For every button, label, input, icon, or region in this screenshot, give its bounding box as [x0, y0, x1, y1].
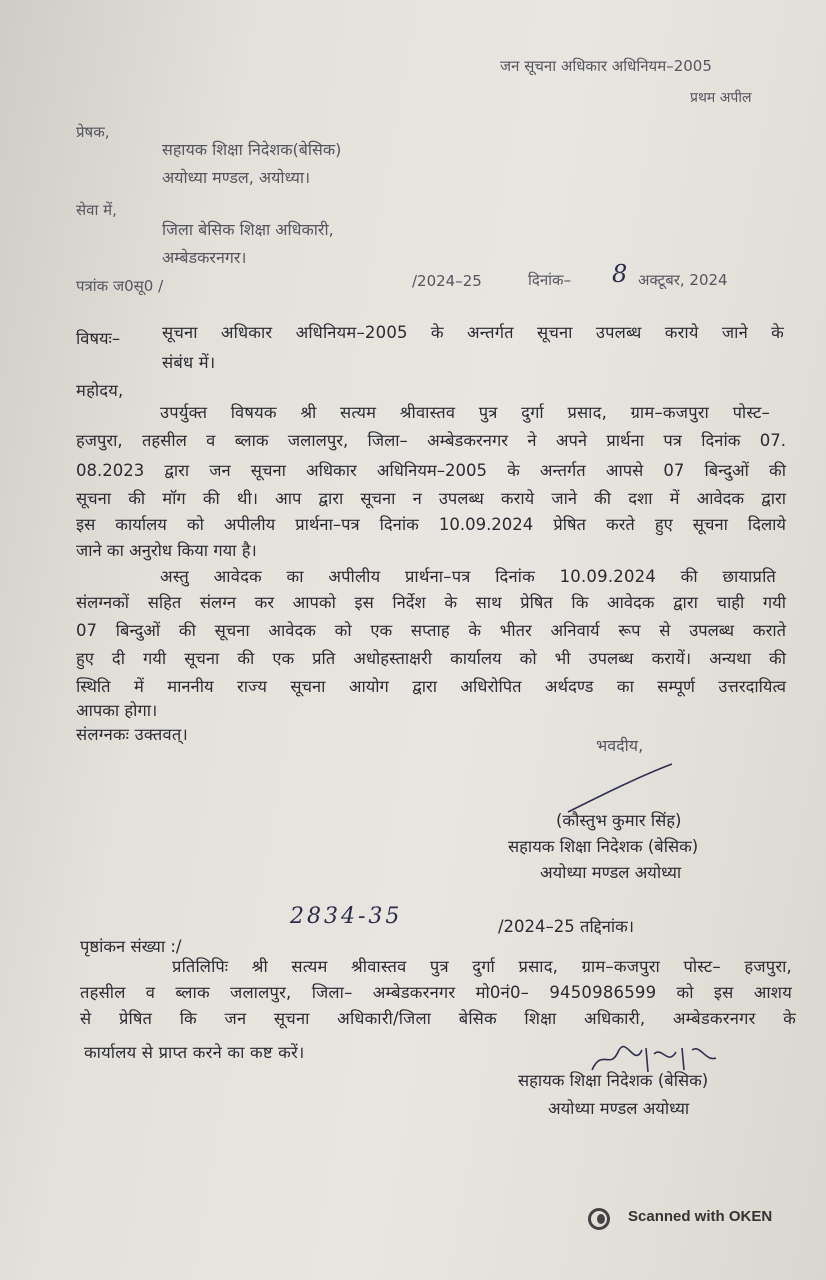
- para2-line: हुए दी गयी सूचना की एक प्रति अधोहस्ताक्षरी कार्यालय को भी उपलब्ध करायें। अन्यथा की: [76, 649, 786, 668]
- sender-office: अयोध्या मण्डल, अयोध्या।: [162, 168, 311, 187]
- patrank: पत्रांक ज0सू0 /: [76, 277, 164, 295]
- endorsement-year-date: /2024–25 तद्दिनांक।: [498, 917, 635, 936]
- endorsement-line: कार्यालय से प्राप्त करने का कष्ट करें।: [84, 1043, 305, 1062]
- scanner-watermark: Scanned with OKEN: [628, 1208, 773, 1225]
- recipient-label: सेवा में,: [76, 201, 117, 219]
- endorsement-line: तहसील व ब्लाक जलालपुर, जिला– अम्बेडकरनगर मो0नं0– 9450986599 को इस आशय: [80, 983, 792, 1002]
- date-label: दिनांक–: [528, 271, 572, 289]
- date-month-year: अक्टूबर, 2024: [638, 271, 728, 289]
- endorsement-line: से प्रेषित कि जन सूचना अधिकारी/जिला बेसिक शिक्षा अधिकारी, अम्बेडकरनगर के: [80, 1009, 796, 1028]
- para1-line: 08.2023 द्वारा जन सूचना अधिकार अधिनियम–2005 के अन्तर्गत आपसे 07 बिन्दुओं की: [76, 461, 786, 480]
- signatory-name: (कौस्तुभ कुमार सिंह): [556, 811, 682, 830]
- endorsement-line: प्रतिलिपिः श्री सत्यम श्रीवास्तव पुत्र दुर्गा प्रसाद, ग्राम–कजपुरा पोस्ट– हजपुरा,: [172, 957, 792, 976]
- para1-line: उपर्युक्त विषयक श्री सत्यम श्रीवास्तव पुत्र दुर्गा प्रसाद, ग्राम–कजपुरा पोस्ट–: [160, 403, 770, 422]
- sender-label: प्रेषक,: [76, 123, 110, 141]
- scanner-logo-icon: [588, 1208, 610, 1230]
- endorsement-label: पृष्ठांकन संख्या :/: [80, 937, 182, 956]
- subject-line-2: संबंध में।: [162, 353, 216, 372]
- endorsement-designation: सहायक शिक्षा निदेशक (बेसिक): [518, 1071, 709, 1090]
- para1-line: सूचना की मॉग की थी। आप द्वारा सूचना न उपलब्ध कराये जाने की दशा में आवेदक द्वारा: [76, 489, 786, 508]
- signatory-office: अयोध्या मण्डल अयोध्या: [540, 863, 682, 882]
- para2-line: संलग्नकों सहित संलग्न कर आपको इस निर्देश के साथ प्रेषित कि आवेदक द्वारा चाही गयी: [76, 593, 786, 612]
- recipient-office: अम्बेडकरनगर।: [162, 248, 247, 267]
- para2-line: स्थिति में माननीय राज्य सूचना आयोग द्वारा अधिरोपित अर्थदण्ड का सम्पूर्ण उत्तरदायित्व: [76, 677, 786, 696]
- salutation: महोदय,: [76, 381, 124, 400]
- endorsement-office: अयोध्या मण्डल अयोध्या: [548, 1099, 690, 1118]
- para2-line: अस्तु आवेदक का अपीलीय प्रार्थना–पत्र दिनांक 10.09.2024 की छायाप्रति: [160, 567, 776, 586]
- closing-bhavdiya: भवदीय,: [596, 736, 644, 755]
- para1-line: जाने का अनुरोध किया गया है।: [76, 541, 257, 560]
- recipient-designation: जिला बेसिक शिक्षा अधिकारी,: [162, 220, 334, 239]
- endorsement-number-handwritten: 2834-35: [290, 904, 403, 929]
- act-heading: जन सूचना अधिकार अधिनियम–2005: [500, 57, 712, 75]
- enclosure-note: संलग्नकः उक्तवत्।: [76, 725, 188, 744]
- signatory-designation: सहायक शिक्षा निदेशक (बेसिक): [508, 837, 699, 856]
- para1-line: इस कार्यालय को अपीलीय प्रार्थना–पत्र दिनांक 10.09.2024 प्रेषित करते हुए सूचना दिलाये: [76, 515, 786, 534]
- subject-line-1: सूचना अधिकार अधिनियम–2005 के अन्तर्गत सूचना उपलब्ध कराये जाने के: [162, 323, 784, 342]
- para2-line: आपका होगा।: [76, 701, 158, 720]
- date-handwritten: 8: [612, 260, 628, 288]
- appeal-heading: प्रथम अपील: [690, 90, 752, 106]
- sender-designation: सहायक शिक्षा निदेशक(बेसिक): [162, 140, 342, 159]
- para1-line: हजपुरा, तहसील व ब्लाक जलालपुर, जिला– अम्बेडकरनगर ने अपने प्रार्थना पत्र दिनांक 07.: [76, 431, 786, 450]
- subject-label: विषयः–: [76, 329, 121, 348]
- patrank-year: /2024–25: [412, 272, 482, 290]
- para2-line: 07 बिन्दुओं की सूचना आवेदक को एक सप्ताह के भीतर अनिवार्य रूप से उपलब्ध कराते: [76, 621, 786, 640]
